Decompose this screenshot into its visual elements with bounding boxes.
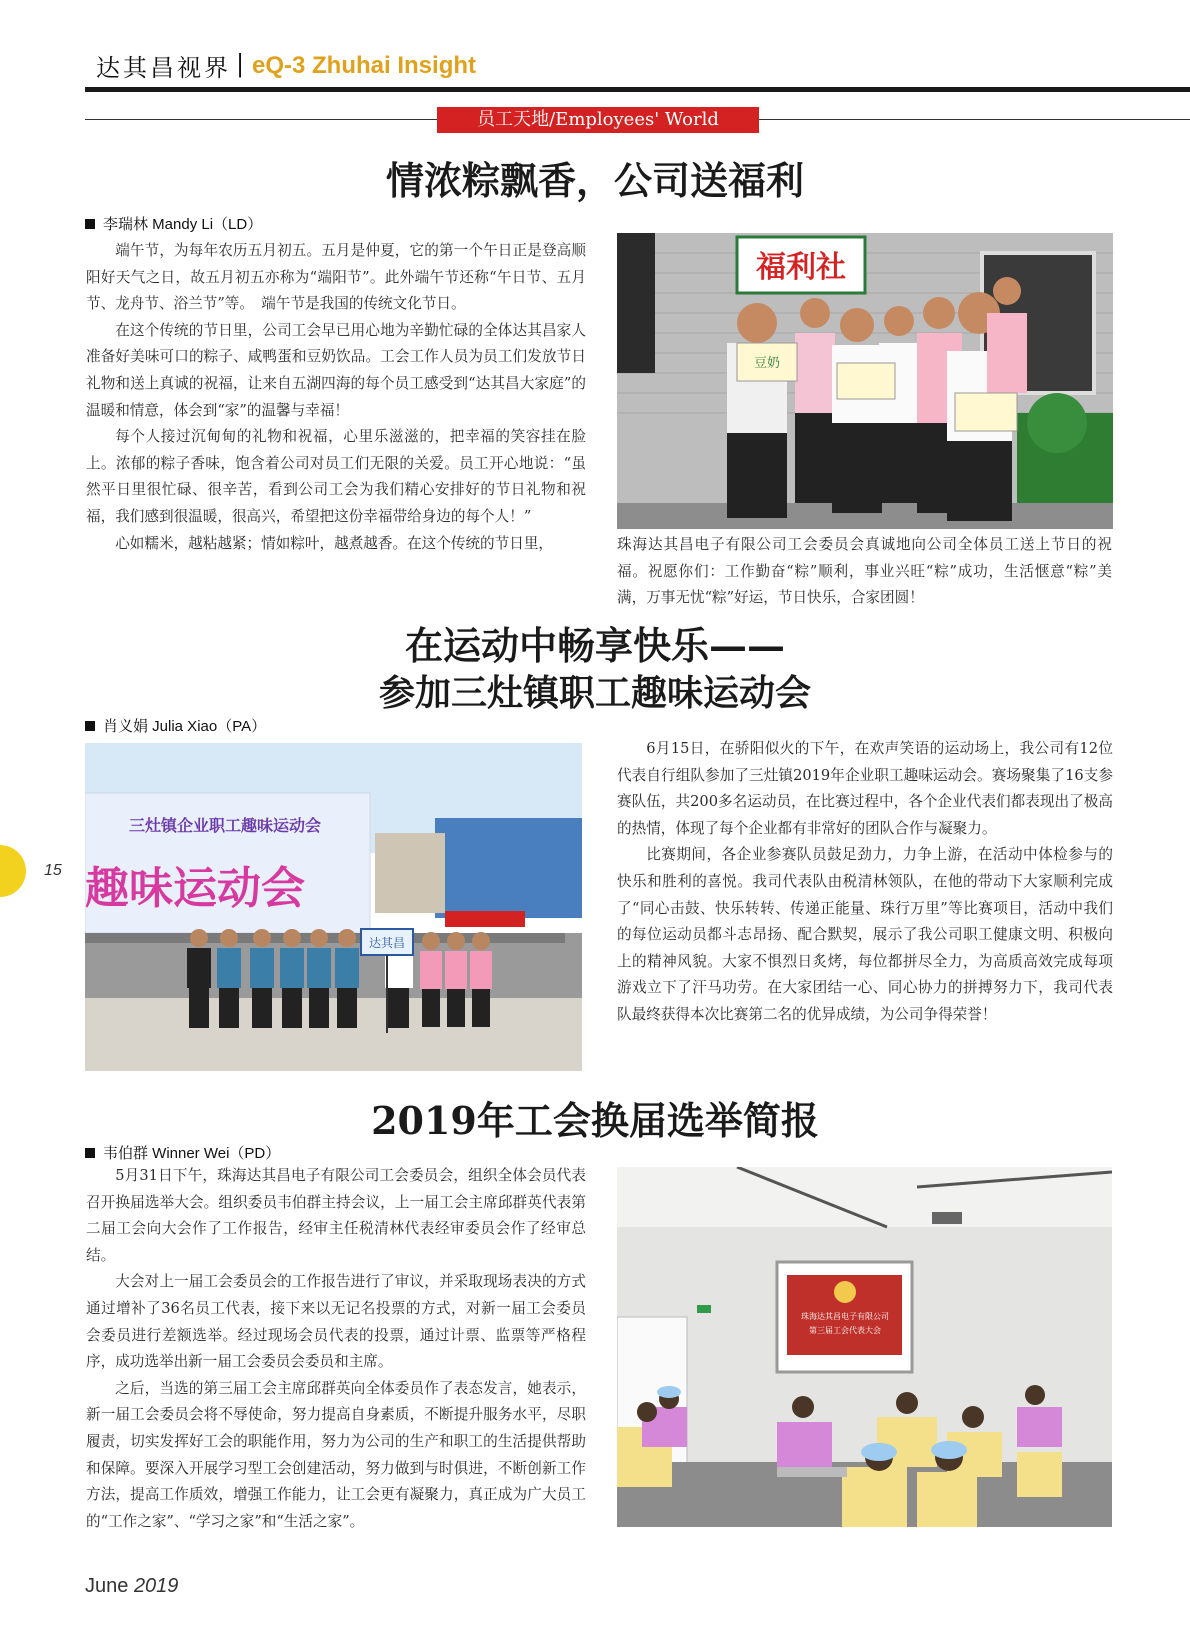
photo-sports-team [85, 743, 582, 1071]
byline-text: 李瑞林 Mandy Li（LD） [103, 216, 263, 233]
byline-square-icon [85, 721, 95, 731]
paragraph: 心如糯米，越粘越紧；情如粽叶，越煮越香。在这个传统的节日里， [115, 534, 554, 552]
article3-title: 2019年工会换届选举简报 [371, 1098, 819, 1143]
article1-caption: 珠海达其昌电子有限公司工会委员会真诚地向公司全体员工送上节日的祝福。祝愿你们：工作勤奋“粽”顺利，事业兴旺“粽”成功，生活惬意“粽”美满，万事无忧“粽”好运，节日快乐，合家团圆！ [617, 536, 1112, 607]
article3-photo [617, 1167, 1112, 1527]
footer-date [85, 1575, 178, 1598]
article2-byline [85, 715, 266, 736]
photo-sign-text: 福利社 [756, 250, 846, 285]
byline-text: 韦伯群 Winner Wei（PD） [103, 1145, 281, 1162]
article2-title-line1: 在运动中畅享快乐—— [404, 623, 785, 668]
page-number-dot [0, 845, 26, 897]
byline-text: 肖义娟 Julia Xiao（PA） [103, 718, 267, 735]
byline-square-icon [85, 219, 95, 229]
paragraph: 在这个传统的节日里，公司工会早已用心地为辛勤忙碌的全体达其昌家人准备好美味可口的粽子、咸鸭蛋和豆奶饮品。工会工作人员为员工们发放节日礼物和送上真诚的祝福，让来自五湖四海的每个员工感受到“达其昌大家庭”的温暖和情意，体会到“家”的温馨与幸福！ [86, 321, 586, 419]
article2-title-line2: 参加三灶镇职工趣味运动会 [378, 672, 811, 714]
photo-gift-distribution [617, 233, 1113, 529]
masthead-cn: 达其昌视界 [96, 54, 231, 82]
footer-year: 2019 [133, 1575, 179, 1597]
photo-box-label: 豆奶 [753, 356, 781, 371]
article2-photo [85, 743, 582, 1071]
article1-title: 情浓粽飘香，公司送福利 [385, 158, 804, 203]
photo-election-meeting [617, 1167, 1112, 1527]
paragraph: 5月31日下午，珠海达其昌电子有限公司工会委员会，组织全体会员代表召开换届选举大会。组织委员韦伯群主持会议，上一届工会主席邱群英代表第二届工会向大会作了工作报告，经审主任税清林代表经审委员会作了经审总结。 [86, 1167, 586, 1264]
paragraph: 端午节，为每年农历五月初五。五月是仲夏，它的第一个午日正是登高顺阳好天气之日，故五月初五亦称为“端阳节”。此外端午节还称“午日节、五月节、龙舟节、浴兰节”等。 端午节是我国的传统文化节日。 [86, 242, 586, 313]
paragraph: 之后，当选的第三届工会主席邱群英向全体委员作了表态发言，她表示，新一届工会委员会将不辱使命，努力提高自身素质，不断提升服务水平，尽职履责，切实发挥好工会的职能作用，努力为公司的生产和职工的生活提供帮助和保障。要深入开展学习型工会创建活动，努力做到与时俱进，不断创新工作方法，提高工作质效，增强工作能力，让工会更有凝聚力，真正成为广大员工的“工作之家”、“学习之家”和“生活之家”。 [86, 1379, 586, 1530]
section-tag: 员工天地/Employees' World [437, 107, 759, 133]
article3-body [86, 1163, 586, 1535]
footer-month: June [85, 1575, 129, 1597]
paragraph: 每个人接过沉甸甸的礼物和祝福，心里乐滋滋的，把幸福的笑容挂在脸上。浓郁的粽子香味，饱含着公司对员工们无限的关爱。员工开心地说：“虽然平日里很忙碌、很辛苦，看到公司工会为我们精心安排好的节日礼物和祝福，我们感到很温暖，很高兴，希望把这份幸福带给身边的每个人！” [86, 428, 586, 525]
screen-line1: 珠海达其昌电子有限公司 [801, 1312, 889, 1321]
masthead-en: eQ-3 Zhuhai Insight [252, 52, 477, 79]
screen-line2: 第三届工会代表大会 [809, 1326, 881, 1335]
article3-byline [85, 1142, 280, 1163]
masthead-separator: | [236, 50, 245, 78]
banner-title: 三灶镇企业职工趣味运动会 [128, 816, 322, 835]
paragraph: 大会对上一届工会委员会的工作报告进行了审议，并采取现场表决的方式通过增补了36名员工代表，接下来以无记名投票的方式，对新一届工会委员会委员进行差额选举。经过现场会员代表的投票，通过计票、监票等严格程序，成功选举出新一届工会委员会委员和主席。 [86, 1273, 586, 1371]
article1-byline [85, 213, 262, 234]
paragraph: 6月15日，在骄阳似火的下午，在欢声笑语的运动场上，我公司有12位代表自行组队参加了三灶镇2019年企业职工趣味运动会。赛场聚集了16支参赛队伍，共200多名运动员，在比赛过程中，各个企业代表们都表现出了极高的热情，体现了每个企业都有非常好的团队合作与凝聚力。 [617, 740, 1113, 837]
page-number: 15 [44, 862, 62, 879]
banner-big-text: 趣味运动会 [85, 863, 305, 914]
byline-square-icon [85, 1148, 95, 1158]
paragraph: 比赛期间，各企业参赛队员鼓足劲力，力争上游，在活动中体检参与的快乐和胜利的喜悦。我司代表队由税清林领队，在他的带动下大家顺利完成了“同心击鼓、快乐转转、传递正能量、珠行万里”等比赛项目，活动中我们的每位运动员都斗志昂扬、配合默契，展示了我公司职工健康文明、积极向上的精神风貌。大家不惧烈日炙烤，每位都拼尽全力，为高质高效完成每项游戏立下了汗马功劳。在大家团结一心、同心协力的拼搏努力下，我司代表队最终获得本次比赛第二名的优异成绩，为公司争得荣誉！ [617, 846, 1113, 1023]
team-sign-text: 达其昌 [368, 936, 406, 950]
article1-photo [617, 233, 1113, 529]
article1-body [86, 238, 586, 557]
header-rule [85, 87, 1190, 92]
article2-body [617, 736, 1113, 1029]
